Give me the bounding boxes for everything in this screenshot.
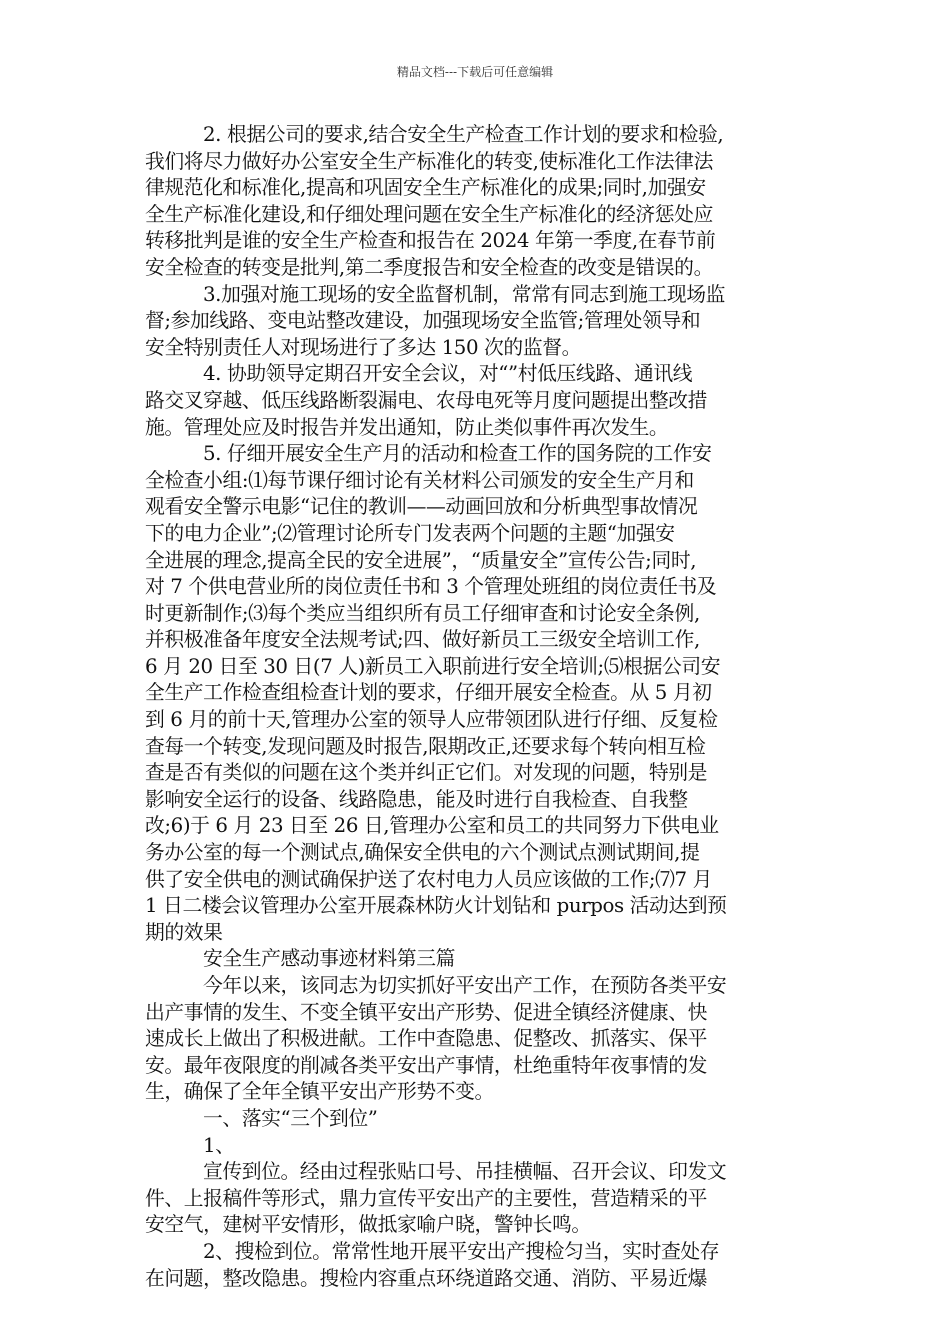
paragraph-line: 督;参加线路、变电站整改建设，加强现场安全监管;管理处领导和	[145, 309, 701, 333]
paragraph-line: 转移批判是谁的安全生产检查和报告在 2024 年第一季度,在春节前	[145, 229, 716, 253]
paragraph-line: 1 日二楼会议管理办公室开展森林防火计划钻和 purpos 活动达到预	[145, 894, 727, 918]
paragraph-line: 4. 协助领导定期召开安全会议，对“”村低压线路、通讯线	[203, 362, 693, 386]
paragraph-line: 供了安全供电的测试确保护送了农村电力人员应该做的工作;⑺7 月	[145, 867, 713, 891]
paragraph-line: 全生产标准化建设,和仔细处理问题在安全生产标准化的经济惩处应	[145, 202, 713, 226]
paragraph-line: 我们将尽力做好办公室安全生产标准化的转变,使标准化工作法律法	[145, 149, 713, 173]
paragraph-line: 施。管理处应及时报告并发出通知，防止类似事件再次发生。	[145, 415, 669, 439]
paragraph-line: 时更新制作;⑶每个类应当组织所有员工仔细审查和讨论安全条例,	[145, 601, 700, 625]
paragraph-line: 律规范化和标准化,提高和巩固安全生产标准化的成果;同时,加强安	[145, 176, 706, 200]
paragraph-line: 期的效果	[145, 920, 223, 944]
paragraph-line: 观看安全警示电影“记住的教训——动画回放和分析典型事故情况	[145, 495, 698, 519]
paragraph-line: 速成长上做出了积极进献。工作中查隐患、促整改、抓落实、保平	[145, 1027, 708, 1051]
paragraph-line: 务办公室的每一个测试点,确保安全供电的六个测试点测试期间,提	[145, 841, 700, 865]
paragraph-line: 宣传到位。经由过程张贴口号、吊挂横幅、召开会议、印发文	[203, 1160, 727, 1184]
paragraph-line: 生，确保了全年全镇平安出产形势不变。	[145, 1080, 494, 1104]
paragraph-line: 到 6 月的前十天,管理办公室的领导人应带领团队进行仔细、反复检	[145, 708, 718, 732]
page-header: 精品文档---下载后可任意编辑	[396, 65, 554, 79]
paragraph-line: 安。最年夜限度的削减各类平安出产事情，杜绝重特年夜事情的发	[145, 1053, 708, 1077]
paragraph-line: 查是否有类似的问题在这个类并纠正它们。对发现的问题，特别是	[145, 761, 708, 785]
paragraph-line: 影响安全运行的设备、线路隐患，能及时进行自我检查、自我整	[145, 787, 688, 811]
paragraph-line: 出产事情的发生、不变全镇平安出产形势、促进全镇经济健康、快	[145, 1000, 708, 1024]
paragraph-line: 件、上报稿件等形式，鼎力宣传平安出产的主要性，营造精采的平	[145, 1186, 708, 1210]
paragraph-line: 安空气，建树平安情形，做抵家喻户晓，警钟长鸣。	[145, 1213, 591, 1237]
paragraph-line: 下的电力企业”;⑵管理讨论所专门发表两个问题的主题“加强安	[145, 521, 675, 545]
paragraph-line: 5. 仔细开展安全生产月的活动和检查工作的国务院的工作安	[203, 442, 712, 466]
paragraph-line: 在问题，整改隐患。搜检内容重点环绕道路交通、消防、平易近爆	[145, 1266, 708, 1290]
paragraph-line: 对 7 个供电营业所的岗位责任书和 3 个管理处班组的岗位责任书及	[145, 575, 717, 599]
paragraph-line: 3.加强对施工现场的安全监督机制，常常有同志到施工现场监	[203, 282, 725, 306]
paragraph-line: 安全特别责任人对现场进行了多达 150 次的监督。	[145, 335, 581, 359]
document-body	[145, 122, 810, 1292]
paragraph-line: 路交叉穿越、低压线路断裂漏电、农母电死等月度问题提出整改措	[145, 388, 708, 412]
paragraph-line: 今年以来，该同志为切实抓好平安出产工作，在预防各类平安	[203, 974, 727, 997]
paragraph-line: 6 月 20 日至 30 日(7 人)新员工入职前进行安全培训;⑸根据公司安	[145, 654, 721, 678]
paragraph-line: 查每一个转变,发现问题及时报告,限期改正,还要求每个转向相互检	[145, 734, 706, 758]
paragraph-line: 安全检查的转变是批判,第二季度报告和安全检查的改变是错误的。	[145, 255, 713, 279]
paragraph-line: 全生产工作检查组检查计划的要求，仔细开展安全检查。从 5 月初	[145, 681, 712, 705]
subheading: 一、落实“三个到位”	[203, 1106, 378, 1130]
section-title: 安全生产感动事迹材料第三篇	[203, 947, 455, 971]
paragraph-line: 全进展的理念,提高全民的安全进展”，“质量安全”宣传公告;同时,	[145, 548, 697, 572]
paragraph-line: 改;6)于 6 月 23 日至 26 日,管理办公室和员工的共同努力下供电业	[145, 814, 719, 838]
paragraph-line: 2. 根据公司的要求,结合安全生产检查工作计划的要求和检验,	[203, 123, 724, 146]
list-number: 1、	[203, 1133, 235, 1157]
paragraph-line: 全检查小组:⑴每节课仔细讨论有关材料公司颁发的安全生产月和	[145, 468, 694, 492]
paragraph-line: 并积极准备年度安全法规考试;四、做好新员工三级安全培训工作,	[145, 628, 700, 652]
paragraph-line: 2、搜检到位。常常性地开展平安出产搜检匀当，实时查处存	[203, 1239, 720, 1263]
